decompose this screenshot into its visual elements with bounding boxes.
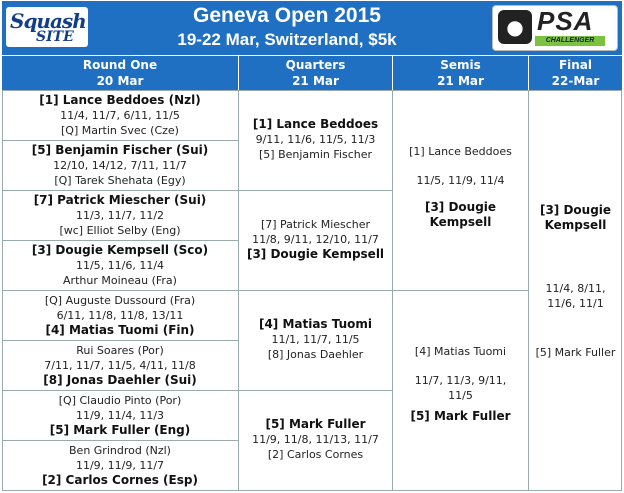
column-date: 21 Mar [437, 74, 484, 88]
column-label: Final [558, 58, 593, 72]
tournament-title: Geneva Open 2015 [193, 4, 381, 27]
player-name: [1] Lance Beddoes (Nzl) [39, 93, 201, 107]
player-name: [2] Carlos Cornes (Esp) [42, 473, 198, 487]
column-label: Round One [82, 58, 158, 72]
match-divider [392, 290, 528, 291]
column-header-round-one [2, 56, 238, 90]
player-name: [4] Matias Tuomi [414, 345, 507, 358]
player-name: [wc] Elliot Selby (Eng) [59, 224, 181, 237]
round1-match-8 [2, 443, 238, 488]
column-header-semis [393, 56, 528, 90]
player-name: [Q] Auguste Dussourd (Fra) [44, 294, 196, 307]
column-label: Semis [440, 58, 481, 72]
player-name: [4] Matias Tuomi (Fin) [45, 323, 195, 337]
match-score: 11/4, 8/11, 11/6, 11/1 [545, 282, 606, 310]
round1-match-3 [2, 193, 238, 238]
match-score: 7/11, 11/7, 11/5, 4/11, 11/8 [44, 359, 196, 372]
round1-match-6 [2, 343, 238, 388]
player-name: [3] Dougie Kempsell [246, 247, 385, 261]
match-divider [2, 290, 392, 291]
round1-match-7 [2, 393, 238, 438]
round1-match-1 [2, 93, 238, 138]
column-date: 22-Mar [551, 74, 600, 88]
player-name: Ben Grindrod (Nzl) [69, 444, 171, 457]
match-score: 11/4, 11/7, 6/11, 11/5 [60, 109, 180, 122]
match-score: 11/3, 11/7, 11/2 [75, 209, 165, 222]
squash-player-icon: ● [498, 10, 532, 44]
player-name: [4] Matias Tuomi [258, 317, 373, 331]
final-match [529, 203, 622, 360]
column-label: Quarters [285, 58, 346, 72]
player-name: [8] Jonas Daehler [267, 348, 364, 361]
player-name: [3] Dougie Kempsell [424, 200, 497, 229]
player-name: [Q] Tarek Shehata (Egy) [54, 174, 186, 187]
logo-word-squash: Squash [10, 9, 86, 33]
semi-match-1 [393, 144, 528, 230]
round1-match-2 [2, 143, 238, 188]
tournament-subtitle: 19-22 Mar, Switzerland, $5k [177, 30, 397, 49]
quarter-match-3 [239, 317, 392, 362]
match-divider [2, 240, 238, 241]
runner-up-name: [5] Mark Fuller [535, 346, 616, 359]
match-divider [238, 190, 392, 191]
player-name: [1] Lance Beddoes [409, 145, 512, 158]
round1-match-4 [2, 243, 238, 288]
player-name: [Q] Martin Svec (Cze) [61, 124, 179, 137]
quarter-match-2 [239, 217, 392, 262]
column-date: 20 Mar [96, 74, 144, 88]
player-name: [3] Dougie Kempsell (Sco) [31, 243, 209, 257]
logo-word-site: SITE [36, 29, 74, 45]
champion-name: [3] Dougie Kempsell [539, 203, 612, 232]
player-name: Rui Soares (Por) [76, 344, 164, 357]
player-name: Arthur Moineau (Fra) [63, 274, 177, 287]
logo-word-psa: PSA [537, 6, 594, 36]
match-divider [2, 390, 238, 391]
player-name: [5] Mark Fuller [410, 409, 511, 423]
match-score: 12/10, 14/12, 7/11, 11/7 [53, 159, 187, 172]
logo-word-challenger: CHALLENGER [535, 36, 605, 46]
match-score: 11/9, 11/9, 11/7 [75, 459, 165, 472]
player-name: [7] Patrick Miescher (Sui) [33, 193, 207, 207]
match-score: 6/11, 11/8, 11/8, 13/11 [56, 309, 184, 322]
psa-challenger-logo[interactable] [492, 5, 618, 51]
column-date: 21 Mar [292, 74, 339, 88]
semi-match-2 [393, 344, 528, 424]
match-score: 11/1, 11/7, 11/5 [271, 333, 360, 346]
quarter-match-1 [239, 117, 392, 162]
tournament-header [2, 1, 622, 55]
match-score: 11/9, 11/8, 11/13, 11/7 [252, 433, 379, 446]
match-divider [2, 340, 238, 341]
player-name: [1] Lance Beddoes [252, 117, 379, 131]
match-score: 9/11, 11/6, 11/5, 11/3 [255, 133, 376, 146]
player-name: [8] Jonas Daehler (Sui) [43, 373, 197, 387]
column-header-final [529, 56, 622, 90]
match-score: 11/7, 11/3, 9/11, 11/5 [414, 374, 507, 402]
match-divider [238, 390, 392, 391]
match-score: 11/5, 11/6, 11/4 [75, 259, 165, 272]
player-name: [5] Mark Fuller (Eng) [49, 423, 191, 437]
match-divider [2, 440, 238, 441]
column-header-quarters [239, 56, 392, 90]
player-name: [Q] Claudio Pinto (Por) [58, 394, 182, 407]
player-name: [5] Benjamin Fischer [258, 148, 373, 161]
match-score: 11/8, 9/11, 12/10, 11/7 [252, 233, 379, 246]
match-score: 11/9, 11/4, 11/3 [75, 409, 165, 422]
quarter-match-4 [239, 417, 392, 462]
squashsite-logo[interactable] [6, 7, 88, 47]
player-name: [5] Benjamin Fischer (Sui) [31, 143, 209, 157]
match-divider [2, 140, 238, 141]
round1-match-5 [2, 293, 238, 338]
match-score: 11/5, 11/9, 11/4 [416, 174, 505, 187]
player-name: [2] Carlos Cornes [267, 448, 364, 461]
draw-bracket [2, 1, 622, 491]
match-divider [2, 190, 238, 191]
player-name: [7] Patrick Miescher [260, 218, 371, 231]
player-name: [5] Mark Fuller [265, 417, 366, 431]
